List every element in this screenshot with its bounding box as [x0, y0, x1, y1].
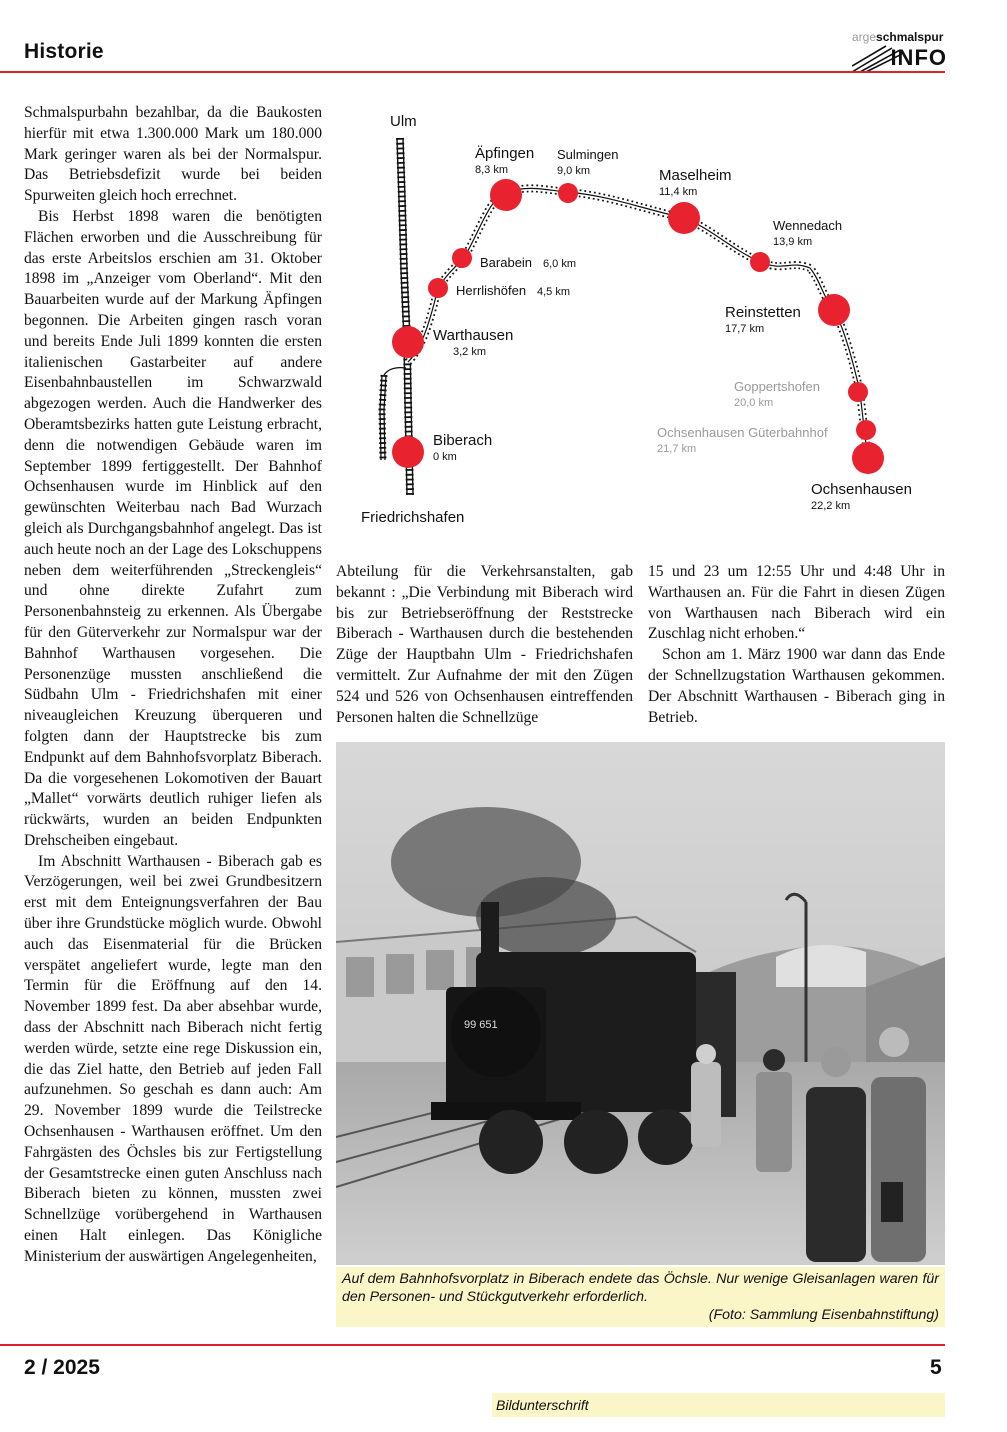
locomotive-number: 99 651 [464, 1019, 498, 1031]
logo-wordmark: argeschmalspur [852, 30, 944, 44]
map-label-aepfingen: Äpfingen [475, 145, 535, 162]
station-dot-ochsenhausen [852, 442, 884, 474]
paragraph: Schmalspurbahn bezahlbar, da die Baukosten hierfür mit etwa 1.300.000 Mark um 180.000 Mark geringer waren als bei der Normalspur. Das Betriebsdefizit wurde bei beiden Spurweiten gleich hoch errechnet. [24, 104, 322, 205]
map-label-warthausen: Warthausen [433, 327, 514, 344]
station-dot-sulmingen [558, 183, 578, 203]
paragraph: 15 und 23 um 12:55 Uhr und 4:48 Uhr in Warthausen an. Für die Fahrt in diesen Zügen von Warthausen nach Biberach wird ein Zuschlag nicht erhoben.“ [648, 563, 945, 643]
map-label-herrlishoefen: Herrlishöfen [456, 283, 527, 298]
caption-text: Auf dem Bahnhofsvorplatz in Biberach endete das Öchsle. Nur wenige Gleisanlagen waren für den Personen- und Stückgutverkehr erforderlich. [342, 1271, 939, 1305]
caption-style-label: Bildunterschrift [492, 1393, 945, 1417]
paragraph: Abteilung für die Verkehrsanstalten, gab bekannt : „Die Verbindung mit Biberach wird bis zur Betriebseröffnung der Reststrecke Biberach - Warthausen durch die bestehenden Züge der Hauptbahn Ulm - Friedrichshafen vermittelt. Zur Aufnahme der mit den Zügen 524 und 526 von Ochsenhausen eintreffenden Personen halten die Schnellzüge [336, 563, 633, 726]
footer-rule [0, 1344, 945, 1346]
text-column-3 [648, 562, 945, 728]
logo-info: INFO [890, 45, 947, 70]
map-km-wennedach: 13,9 km [773, 236, 813, 248]
map-label-reinstetten: Reinstetten [725, 304, 801, 321]
route-map [340, 100, 945, 540]
map-label-friedrichshafen: Friedrichshafen [361, 509, 465, 526]
map-km-maselheim: 11,4 km [659, 186, 698, 198]
map-km-aepfingen: 8,3 km [475, 164, 509, 176]
map-km-barabein: 6,0 km [543, 258, 577, 270]
map-label-ochsenhausen: Ochsenhausen [811, 481, 912, 498]
text-column-2 [336, 562, 633, 728]
paragraph: Im Abschnitt Warthausen - Biberach gab es Verzögerungen, weil bei zwei Grundbesitzern erst mit dem Enteignungsverfahren der Bau über ihre Grundstücke möglich wurde. Obwohl auch das Eisenmaterial für die Brücken verspätet angeliefert wurde, legte man den Termin für die Eröffnung auf den 14. November 1899 fest. Da aber absehbar wurde, dass der Abschnitt nach Biberach nicht fertig werden würde, setzte eine rege Diskussion ein, die das Ziel hatte, den Betrieb auf jeden Fall aufzunehmen. So geschah es dann auch: Am 29. November 1899 wurde die Teilstrecke Ochsenhausen - Warthausen eröffnet. Um den Fahrgästen des Öchsles bis zur Fertigstellung der Gesamtstrecke einen guten Anschluss nach Biberach bieten zu können, mussten zwei Schnellzüge vorübergehend in Warthausen einen Halt einlegen. Das Königliche Ministerium der auswärtigen Angelegenheiten, [24, 852, 322, 1265]
map-label-maselheim: Maselheim [659, 167, 732, 184]
station-dot-warthausen [392, 326, 424, 358]
station-dot-barabein [452, 248, 472, 268]
section-title: Historie [24, 40, 104, 63]
issue-number: 2 / 2025 [24, 1356, 100, 1379]
map-label-ochsenhausen-gbf: Ochsenhausen Güterbahnhof [657, 425, 828, 440]
map-km-ochsenhausen-gbf: 21,7 km [657, 443, 697, 455]
map-km-herrlishoefen: 4,5 km [537, 286, 571, 298]
map-label-barabein: Barabein [480, 255, 533, 270]
map-km-ochsenhausen: 22,2 km [811, 500, 851, 512]
station-dot-maselheim [668, 202, 700, 234]
caption-credit: (Foto: Sammlung Eisenbahnstiftung) [708, 1307, 939, 1323]
station-dot-wennedach [750, 252, 770, 272]
magazine-logo [852, 30, 947, 70]
map-label-biberach: Biberach [433, 432, 493, 449]
map-label-sulmingen: Sulmingen [557, 147, 619, 162]
map-km-goppertshofen: 20,0 km [734, 397, 774, 409]
station-dot-ochsenhausen-gbf [856, 420, 876, 440]
station-dot-goppertshofen [848, 382, 868, 402]
map-label-ulm: Ulm [390, 113, 417, 130]
map-km-reinstetten: 17,7 km [725, 323, 765, 335]
photo-caption [336, 1267, 945, 1327]
map-label-goppertshofen: Goppertshofen [734, 379, 821, 394]
text-column-1 [24, 103, 322, 1268]
station-dot-aepfingen [490, 179, 522, 211]
header-rule [0, 71, 945, 73]
map-label-wennedach: Wennedach [773, 218, 843, 233]
station-dot-biberach [392, 436, 424, 468]
page-number: 5 [930, 1356, 942, 1379]
station-dot-herrlishoefen [428, 278, 448, 298]
historic-photo [336, 742, 945, 1265]
paragraph: Schon am 1. März 1900 war dann das Ende der Schnellzugstation Warthausen gekommen. Der Abschnitt Warthausen - Biberach ging in Betrieb. [648, 646, 945, 726]
paragraph: Bis Herbst 1898 waren die benötigten Flächen erworben und die Ausschreibung für das erste Arbeitslos erschien am 31. Oktober 1898 im „Anzeiger vom Oberland“. Mit den Bauarbeiten wurde auf der Markung Äpfingen begonnen. Die Arbeiten gingen rasch voran und bereits Ende Juli 1899 konnten die ersten italienischen Gastarbeiter auf andere Eisenbahnbaustellen im Schwarzwald abgezogen werden. Auch die Handwerker des Oberamtsbezirks hatten gute Leistung erbracht, denn die notwendigen Gebäude waren im September 1899 fertiggestellt. Der Bahnhof Ochsenhausen wurde im Hinblick auf den gewünschten Weiterbau nach Bad Wurzach gleich als Durchgangsbahnhof angelegt. Das ist auch heute noch an der Lage des Lokschuppens neben dem weiterführenden „Streckengleis“ und ohne direkte Zufahrt zum Personenbahnsteig zu erkennen. Als Übergabe für den Güterverkehr zur Normalspur war der Bahnhof Warthausen vorgesehen. Die Personenzüge mussten anschließend die Südbahn Ulm - Friedrichshafen mit einer niveaugleichen Kreuzung überqueren und folgten dann der Hauptstrecke bis zum Endpunkt auf dem Bahnhofsvorplatz Biberach. Da die vorgesehenen Lokomotiven der Bauart „Mallet“ vorwärts deutlich ruhiger liefen als rückwärts, wurden an beiden Endpunkten Drehscheiben eingebaut. [24, 207, 322, 849]
map-km-warthausen: 3,2 km [453, 346, 487, 358]
station-dot-reinstetten [818, 294, 850, 326]
map-km-sulmingen: 9,0 km [557, 165, 591, 177]
map-km-biberach: 0 km [433, 451, 457, 463]
